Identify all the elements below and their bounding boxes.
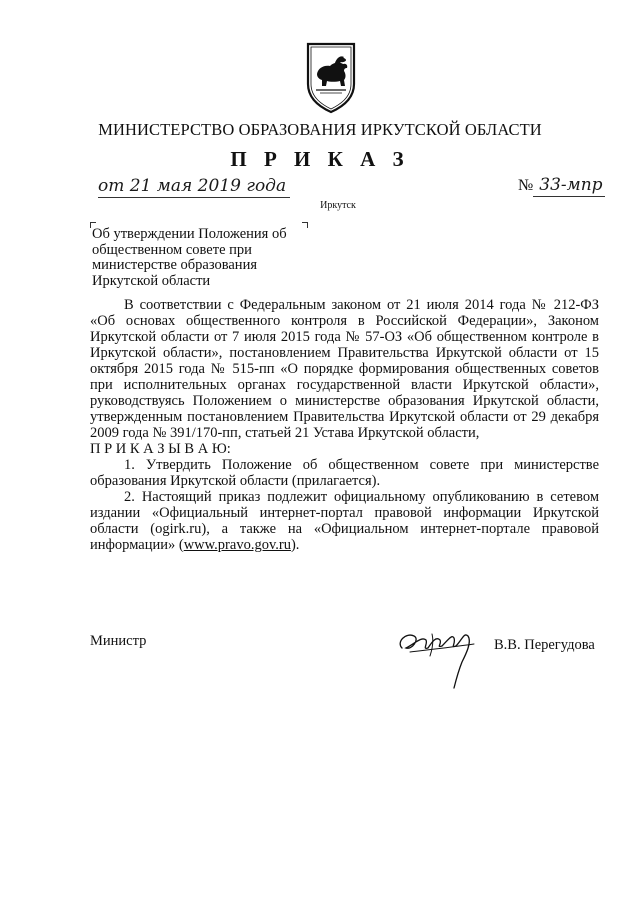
subject-line: министерстве образования (92, 257, 257, 273)
signer-title: Министр (90, 633, 147, 649)
order-date-value: от 21 мая 2019 года (98, 176, 290, 198)
subject-line: Иркутской области (92, 272, 211, 289)
ministry-name: МИНИСТЕРСТВО ОБРАЗОВАНИЯ ИРКУТСКОЙ ОБЛАСТИ (98, 120, 542, 139)
subject-line: общественном совете при (92, 241, 252, 258)
handwritten-signature-icon (392, 618, 488, 690)
document-type-title: П Р И К А З (230, 147, 410, 171)
order-body (90, 297, 599, 553)
item-1-paragraph: 1. Утвердить Положение об общественном совете при министерстве образования Иркутской области (прилагается). (90, 457, 599, 489)
item-2-end: ). (290, 537, 300, 553)
city-name: Иркутск (320, 200, 356, 211)
signer-name: В.В. Перегудова (494, 637, 595, 653)
preamble-paragraph: В соответствии с Федеральным законом от 21 июля 2014 года № 212-ФЗ «Об основах общественного контроля в Российской Федерации», Законом Иркутской области от 7 июля 2015 года № 57-ОЗ «Об общественном контроле в Иркутской области», постановлением Правительства Иркутской области от 15 октября 2015 года № 515-пп «О порядке формирования общественных советов при исполнительных органах государственной власти Иркутской области», руководствуясь Положением о министерстве образования Иркутской области, утвержденным постановлением Правительства Иркутской области от 29 декабря 2009 года № 391/170-пп, статьей 21 Устава Иркутской области, (90, 297, 599, 441)
pravo-link[interactable]: www.pravo.gov.ru (183, 537, 291, 553)
order-date (98, 176, 290, 196)
order-number-value: 33-мпр (533, 175, 604, 197)
order-word: П Р И К А З Ы В А Ю: (90, 441, 231, 457)
item-2-text: 2. Настоящий приказ подлежит официальному опубликованию в сетевом издании «Официальный интернет-портал правовой информации Иркутской области (ogirk.ru), а также на «Официальном интернет-портале правовой информации» ( (90, 489, 599, 553)
order-subject (92, 227, 312, 289)
item-2-paragraph (90, 489, 599, 553)
subject-line: Об утверждении Положения об (92, 226, 287, 242)
order-number (518, 175, 605, 195)
coat-of-arms-icon (300, 40, 362, 114)
order-number-prefix: № (518, 177, 534, 194)
